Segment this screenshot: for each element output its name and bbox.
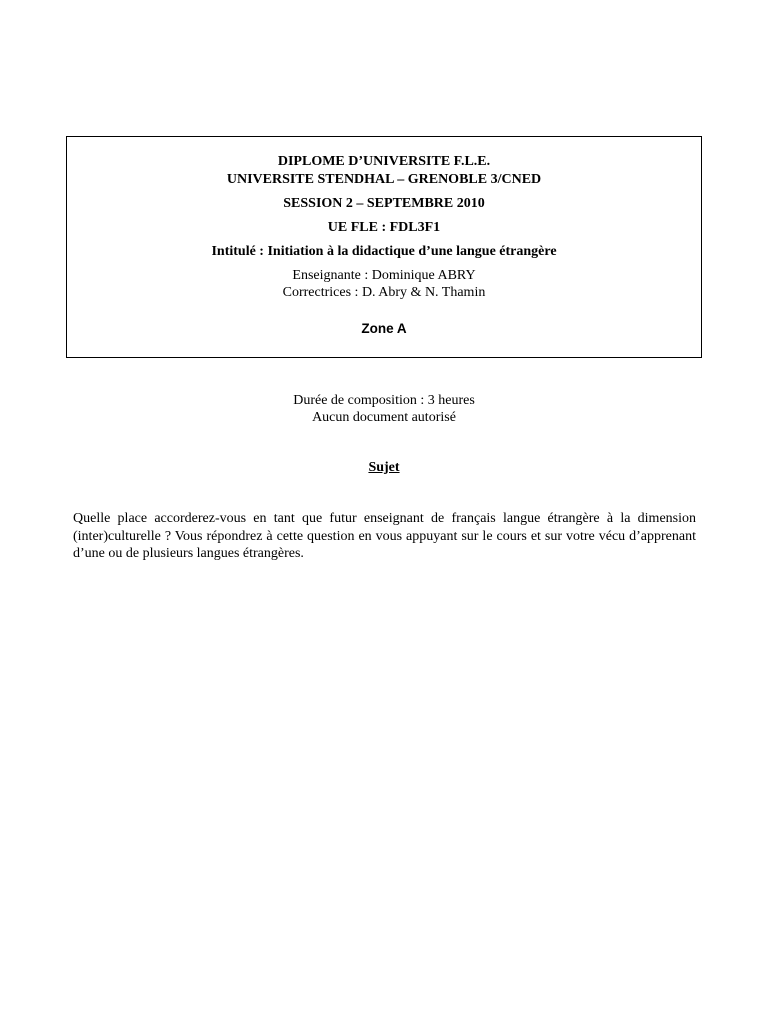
course-title: Intitulé : Initiation à la didactique d’une langue étrangère [211,244,557,259]
exam-question: Quelle place accorderez-vous en tant que futur enseignant de français langue étrangère à la dimension (inter)culturelle ? Vous répondrez à cette question en vous appuyant sur le cours et sur votre vécu d’apprenant d’une ou de plusieurs langues étrangères. [73,511,696,561]
exam-duration: Durée de composition : 3 heures [293,393,475,408]
zone-label: Zone A [361,321,407,336]
course-code: UE FLE : FDL3F1 [327,220,441,235]
diploma-title: DIPLOME D’UNIVERSITE F.L.E. [277,154,491,169]
documents-policy: Aucun document autorisé [312,410,456,425]
subject-heading: Sujet [368,460,400,475]
university-name: UNIVERSITE STENDHAL – GRENOBLE 3/CNED [226,172,542,187]
correctors-names: Correctrices : D. Abry & N. Thamin [282,285,486,300]
teacher-name: Enseignante : Dominique ABRY [292,268,476,283]
exam-header-box [66,136,702,358]
subject-heading-row [0,460,768,476]
session-label: SESSION 2 – SEPTEMBRE 2010 [283,196,485,211]
